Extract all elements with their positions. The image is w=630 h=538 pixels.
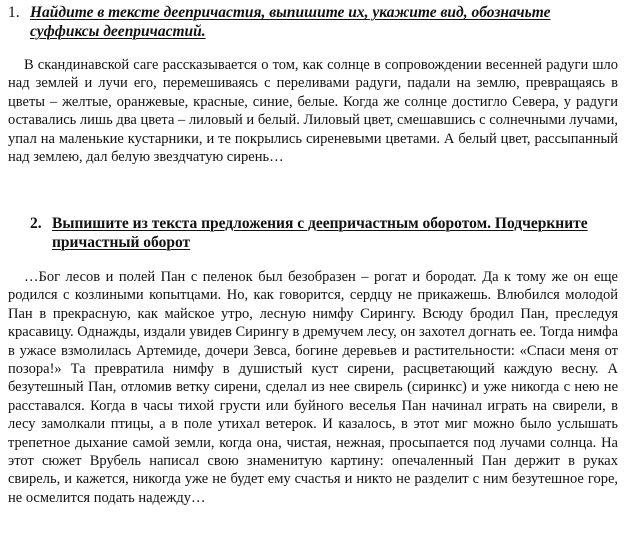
task-2-text: …Бог лесов и полей Пан с пеленок был безобразен – рогат и бородат. Да к тому же он еще родился с козлиными копытцами. Но, как говорится, сердцу не прикажешь. Влюбился молодой Пан в прекрасную, как майское утро, лесную нимфу Сирингу. Всюду бродил Пан, преследуя красавицу. Однажды, издали увидев Сирингу в дремучем лесу, он захотел догнать ее. Тогда нимфа в ужасе взмолилась Артемиде, дочери Зевса, богине деревьев и растительности: «Спаси меня от позора!» Та превратила нимфу в душистый куст сирени, расцветающий каждую весну. А безутешный Пан, отломив ветку сирени, сделал из нее свирель (сиринкс) и уже никогда с нею не расставался. Когда в часы тихой грусти или буйного веселья Пан начинал играть на свирели, в лесу замолкали птицы, а в поле утихал ветерок. И казалось, в этот миг можно было услышать трепетное дыхание самой земли, когда она, чистая, нежная, просыпается под лучами солнца. На этот сюжет Врубель написал свою знаменитую картину: опечаленный Пан держит в руках свирель, и кажется, никогда уже не будет ему счастья и никто не разделит с ним безутешное горе, не осмелится подать надежду… bbox=[8, 269, 618, 506]
task-2-title: Выпишите из текста предложения с деепричастным оборотом. Подчеркните причастный оборот bbox=[52, 215, 588, 251]
task-1-number: 1. bbox=[8, 4, 20, 21]
task-1-title: Найдите в тексте деепричастия, выпишите их, укажите вид, обозначьте суффиксы деепричастий. bbox=[30, 4, 551, 40]
task-1-heading bbox=[8, 3, 618, 41]
task-2-heading bbox=[30, 214, 610, 252]
task-1-text: В скандинавской саге рассказывается о том, как солнце в сопровождении весенней радуги шло над землей и лучи его, перемешиваясь с переливами радуги, падали на землю, превращаясь в цветы – желтые, оранжевые, красные, синие, белые. Когда же солнце достигло Севера, у радуги оставались лишь два цвета – лиловый и белый. Лиловый цвет, смешавшись с солнечными лучами, упал на маленькие кустарники, и те покрылись сиреневыми цветами. А белый цвет, рассыпанный над землею, дал белую звездчатую сирень… bbox=[8, 57, 618, 166]
task-2-number: 2. bbox=[30, 215, 42, 232]
